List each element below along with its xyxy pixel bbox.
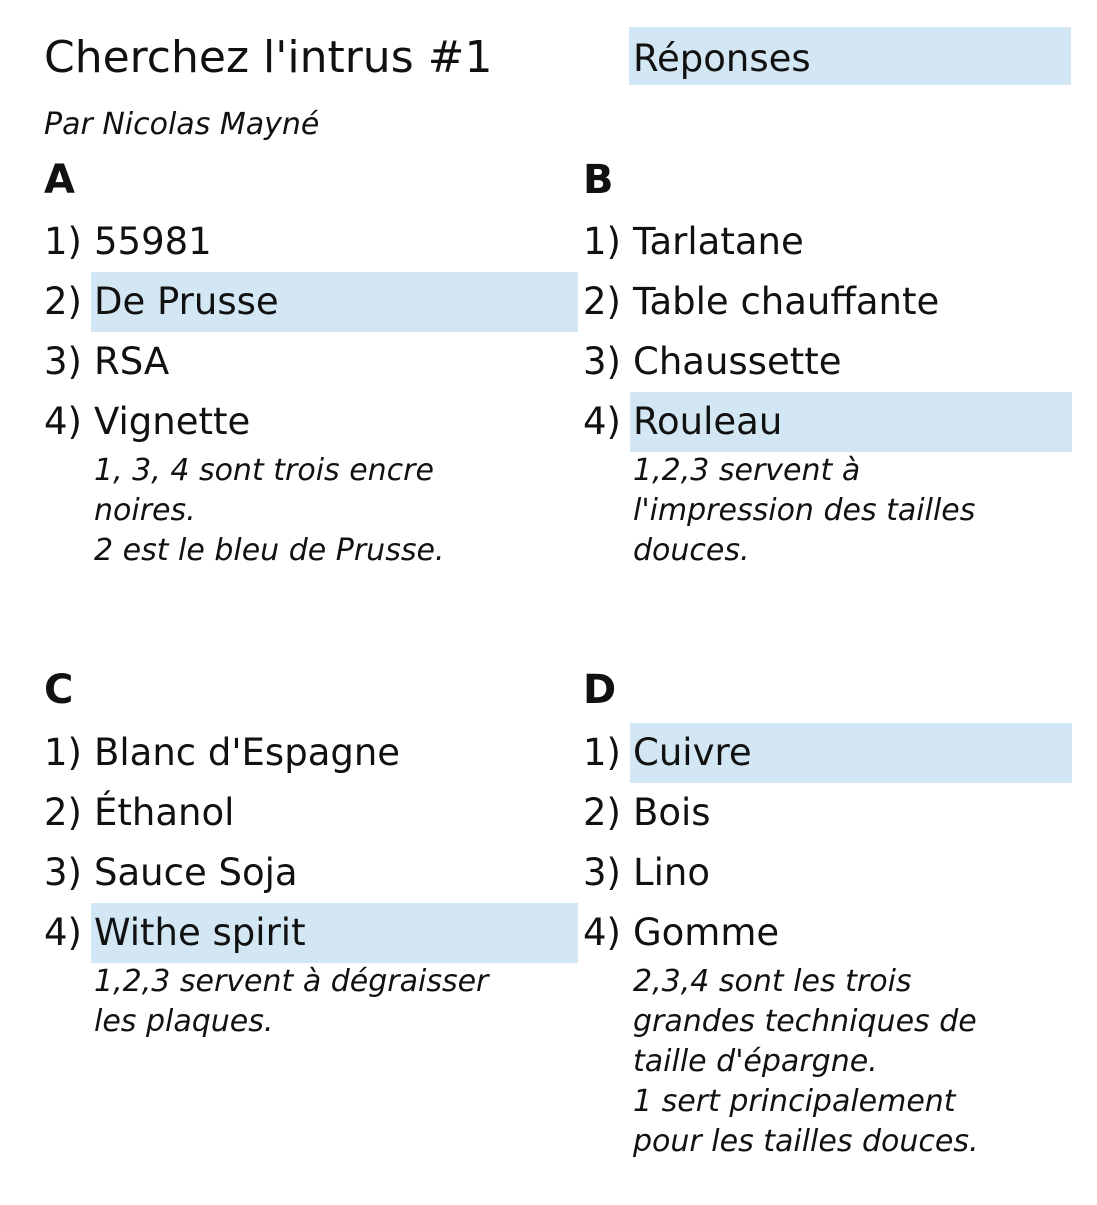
section-note-d [633, 962, 979, 1162]
author-byline: Par Nicolas Mayné [44, 107, 320, 142]
item-text: Withe spirit [94, 911, 306, 954]
item-number: 3) [44, 851, 82, 894]
list-item [583, 843, 1075, 903]
item-number: 1) [583, 731, 621, 774]
item-text: Rouleau [633, 400, 783, 443]
answers-highlight [629, 27, 1071, 85]
note-line: douces. [633, 533, 750, 568]
section-letter-c: C [44, 667, 74, 713]
item-text: Vignette [94, 400, 251, 443]
answers-label: Réponses [633, 37, 811, 80]
item-number: 2) [583, 280, 621, 323]
item-text: De Prusse [94, 280, 279, 323]
note-line: l'impression des tailles [633, 493, 976, 528]
item-text: 55981 [94, 220, 212, 263]
section-letter-a: A [44, 157, 75, 203]
item-number: 3) [44, 340, 82, 383]
item-text: Bois [633, 791, 711, 834]
section-note-b [633, 451, 975, 571]
list-item [44, 723, 581, 783]
item-number: 1) [44, 731, 82, 774]
item-number: 1) [583, 220, 621, 263]
note-line: pour les tailles douces. [633, 1124, 979, 1159]
section-letter-b: B [583, 157, 614, 203]
list-item [583, 332, 1075, 392]
section-note-a [94, 451, 444, 571]
item-text: Éthanol [94, 791, 235, 834]
note-line: 1,2,3 servent à dégraisser [94, 964, 489, 999]
note-line: taille d'épargne. [633, 1044, 878, 1079]
item-number: 1) [44, 220, 82, 263]
item-text: Lino [633, 851, 710, 894]
item-number: 4) [583, 400, 621, 443]
note-line: 2,3,4 sont les trois [633, 964, 912, 999]
section-note-c [94, 962, 488, 1042]
list-item [583, 392, 1075, 452]
list-item [44, 783, 581, 843]
note-line: grandes techniques de [633, 1004, 977, 1039]
list-item [44, 392, 581, 452]
item-number: 4) [44, 911, 82, 954]
note-line: 1 sert principalement [633, 1084, 956, 1119]
note-line: 1,2,3 servent à [633, 453, 861, 488]
list-item [583, 903, 1075, 963]
list-item [583, 783, 1075, 843]
item-text: Cuivre [633, 731, 752, 774]
item-number: 4) [44, 400, 82, 443]
section-letter-d: D [583, 667, 617, 713]
list-item [583, 723, 1075, 783]
list-item [44, 212, 581, 272]
list-item [583, 212, 1075, 272]
note-line: les plaques. [94, 1004, 274, 1039]
item-number: 4) [583, 911, 621, 954]
item-text: Chaussette [633, 340, 842, 383]
item-number: 2) [44, 280, 82, 323]
note-line: 2 est le bleu de Prusse. [94, 533, 445, 568]
item-number: 2) [44, 791, 82, 834]
item-number: 2) [583, 791, 621, 834]
item-text: Gomme [633, 911, 780, 954]
item-text: RSA [94, 340, 170, 383]
list-item [583, 272, 1075, 332]
page-title: Cherchez l'intrus #1 [44, 32, 493, 83]
item-number: 3) [583, 340, 621, 383]
list-item [44, 332, 581, 392]
item-text: Tarlatane [633, 220, 804, 263]
list-item [44, 272, 581, 332]
item-text: Table chauffante [633, 280, 940, 323]
note-line: 1, 3, 4 sont trois encre [94, 453, 434, 488]
list-item [44, 903, 581, 963]
item-text: Sauce Soja [94, 851, 298, 894]
note-line: noires. [94, 493, 196, 528]
item-text: Blanc d'Espagne [94, 731, 401, 774]
list-item [44, 843, 581, 903]
item-number: 3) [583, 851, 621, 894]
